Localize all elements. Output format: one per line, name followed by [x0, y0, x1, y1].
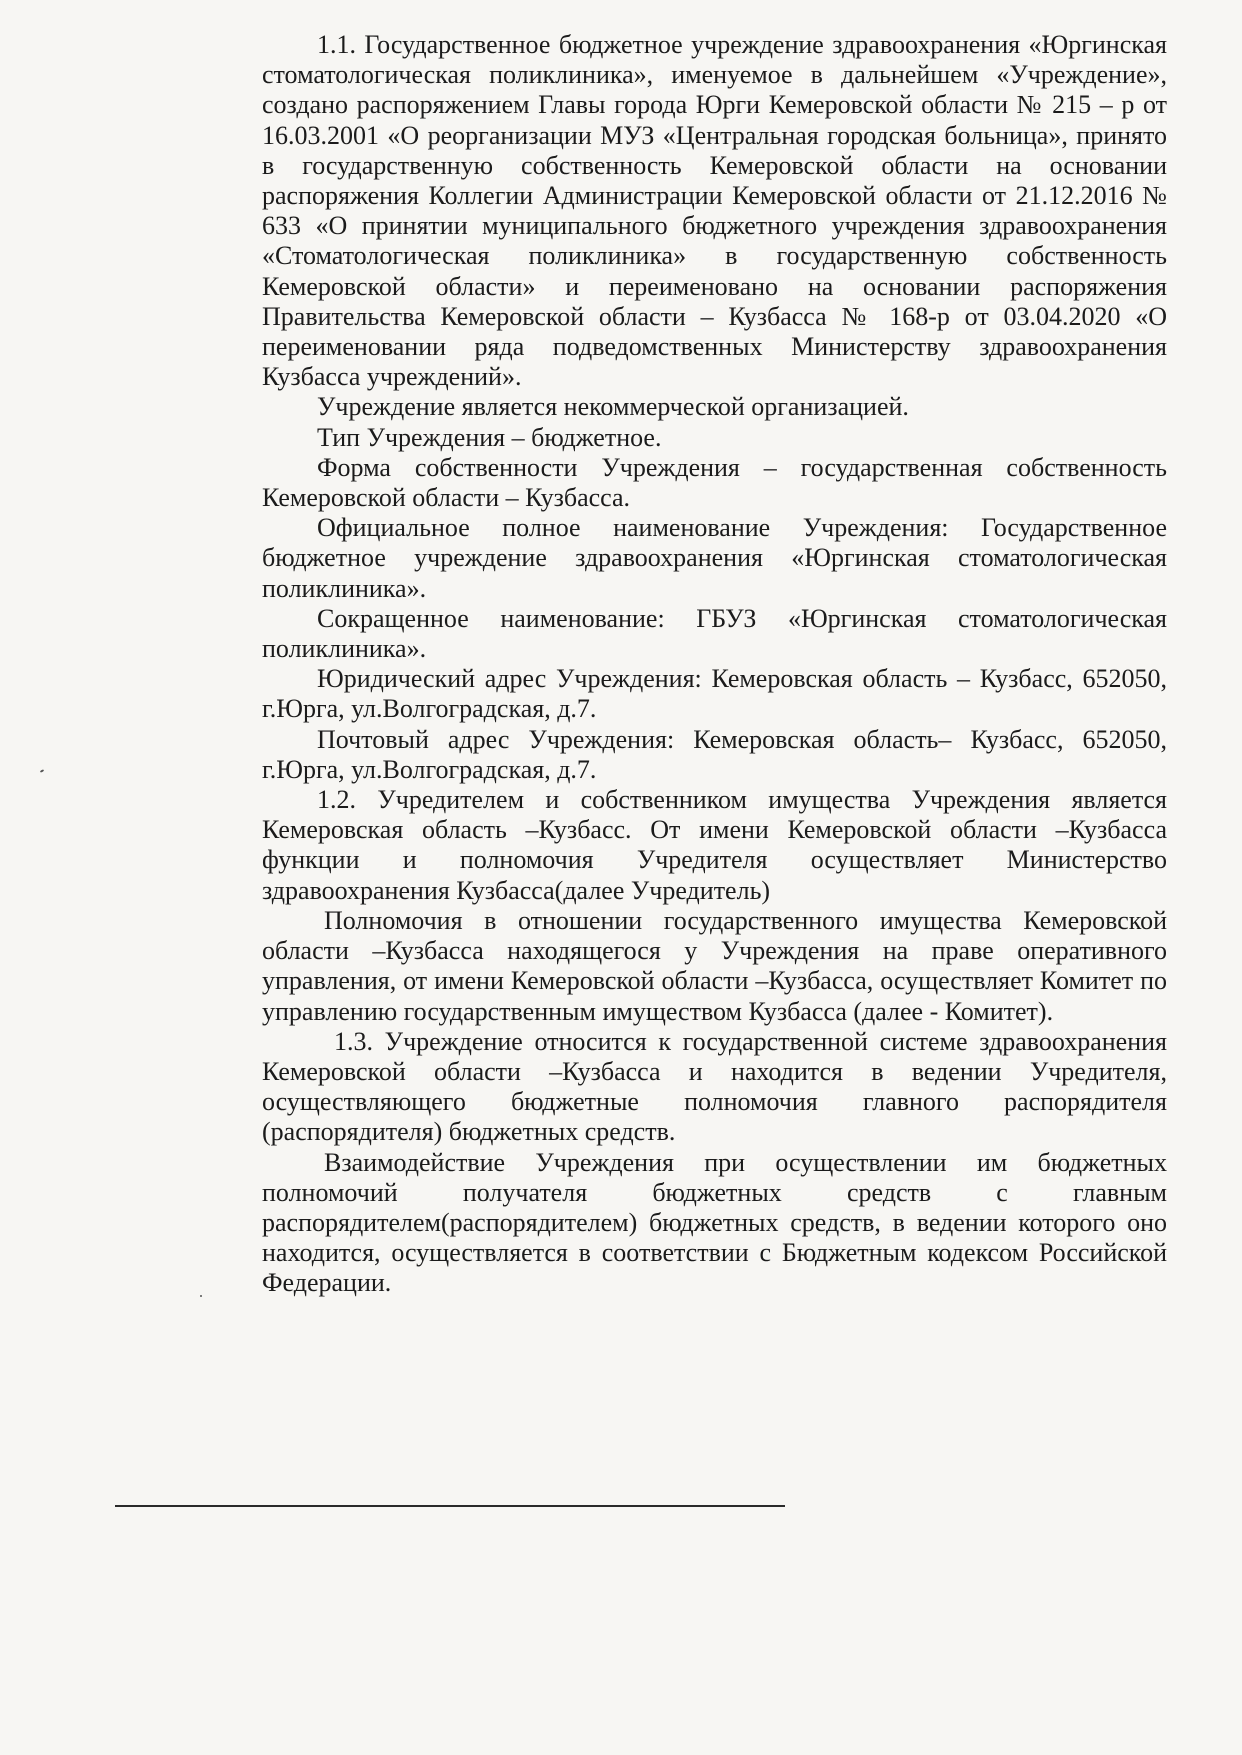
- paragraph-postal-address: Почтовый адрес Учреждения: Кемеровская область– Кузбасс, 652050, г.Юрга, ул.Волгоградская, д.7.: [262, 724, 1167, 784]
- paragraph-type: Тип Учреждения – бюджетное.: [317, 422, 662, 452]
- scan-speck: [40, 769, 44, 773]
- paragraph-full-name: Официальное полное наименование Учреждения: Государственное бюджетное учреждение здравоохранения «Юргинская стоматологическая поликлиника».: [262, 513, 1167, 603]
- paragraph-1-1: 1.1. Государственное бюджетное учреждение здравоохранения «Юргинская стоматологическая поликлиника», именуемое в дальнейшем «Учреждение», создано распоряжением Главы города Юрги Кемеровской области № 215 – р от 16.03.2001 «О реорганизации МУЗ «Центральная городская больница», принято в государственную собственность Кемеровской области на основании распоряжения Коллегии Администрации Кемеровской области от 21.12.2016 № 633 «О принятии муниципального бюджетного учреждения здравоохранения «Стоматологическая поликлиника» в государственную собственность Кемеровской области» и переименовано на основании распоряжения Правительства Кемеровской области – Кузбасса № 168-р от 03.04.2020 «О переименовании ряда подведомственных Министерству здравоохранения Кузбасса учреждений».: [262, 30, 1167, 392]
- paragraph-non-commercial: Учреждение является некоммерческой организацией.: [317, 392, 909, 422]
- paragraph-interaction: Взаимодействие Учреждения при осуществлении им бюджетных полномочий получателя бюджетных средств с главным распорядителем(распорядителем) бюджетных средств, в ведении которого оно находится, осуществляется в соответствии с Бюджетным кодексом Российской Федерации.: [262, 1147, 1167, 1298]
- paragraph-ownership: Форма собственности Учреждения – государственная собственность Кемеровской области – Кузбасса.: [262, 452, 1167, 513]
- paragraph-1-3: 1.3. Учреждение относится к государственной системе здравоохранения Кемеровской области –Кузбасса и находится в ведении Учредителя, осуществляющего бюджетные полномочия главного распорядителя (распорядителя) бюджетных средств.: [262, 1026, 1167, 1147]
- paragraph-property-powers: Полномочия в отношении государственного имущества Кемеровской области –Кузбасса находящегося у Учреждения на праве оперативного управления, от имени Кемеровской области –Кузбасса, осуществляет Комитет по управлению государственным имуществом Кузбасса (далее - Комитет).: [262, 905, 1167, 1026]
- paragraph-short-name: Сокращенное наименование: ГБУЗ «Юргинская стоматологическая поликлиника».: [262, 603, 1167, 664]
- document-body: [262, 30, 1167, 1299]
- footnote-divider: [115, 1505, 785, 1507]
- paragraph-1-2: 1.2. Учредителем и собственником имущества Учреждения является Кемеровская область –Кузбасс. От имени Кемеровской области –Кузбасса функции и полномочия Учредителя осуществляет Министерство здравоохранения Кузбасса(далее Учредитель): [262, 785, 1167, 905]
- paragraph-legal-address: Юридический адрес Учреждения: Кемеровская область – Кузбасс, 652050, г.Юрга, ул.Волгоградская, д.7.: [262, 664, 1167, 724]
- scan-speck: [200, 1295, 202, 1297]
